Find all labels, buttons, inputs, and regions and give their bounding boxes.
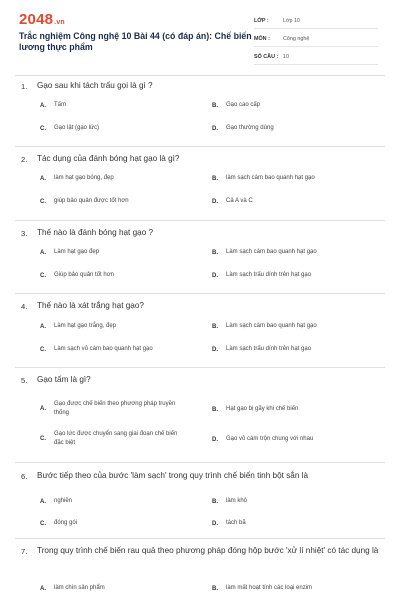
option-text: Gạo được chế biến theo phương pháp truyền thống	[54, 401, 176, 416]
header-divider	[15, 75, 385, 76]
option-a[interactable]	[40, 174, 200, 183]
option-letter: D.	[212, 272, 218, 279]
option-b[interactable]	[212, 584, 387, 593]
question-text: Thế nào là đánh bóng hạt gạo ?	[37, 228, 154, 237]
meta-table	[254, 14, 378, 68]
option-letter: D.	[212, 198, 218, 205]
option-a[interactable]	[40, 101, 200, 110]
option-text: nghiền	[54, 498, 73, 504]
option-c[interactable]	[40, 197, 200, 206]
option-b[interactable]	[212, 101, 387, 110]
meta-key: MÔN :	[254, 36, 270, 42]
option-letter: C.	[40, 125, 46, 132]
option-letter: D.	[212, 436, 218, 443]
option-text: tách bã	[226, 520, 246, 526]
question-text: Thế nào là xát trắng hạt gạo?	[37, 301, 144, 310]
option-text: Cả A và C	[226, 198, 253, 204]
option-letter: B.	[212, 175, 218, 182]
option-d[interactable]	[212, 519, 387, 528]
option-text: đóng gói	[54, 520, 78, 526]
meta-value: 10	[283, 54, 289, 60]
option-b[interactable]	[212, 322, 387, 331]
document-header	[0, 0, 400, 74]
option-text: Gạo vỏ cám trộn chung với nhau	[226, 436, 314, 442]
option-c[interactable]	[40, 519, 200, 528]
question-text: Trong quy trình chế biến rau quả theo phương pháp đóng hộp bước 'xử lí nhiệt' có tác dụng là	[37, 546, 379, 555]
option-a[interactable]	[40, 584, 200, 593]
option-text: Gạo lức được chuyển sang giai đoạn chế biến đặc biệt	[54, 431, 178, 446]
option-d[interactable]	[212, 345, 387, 354]
question-divider	[15, 293, 385, 294]
question-divider	[15, 538, 385, 539]
option-text: Giúp bảo quản tốt hơn	[54, 272, 114, 278]
option-letter: B.	[212, 249, 218, 256]
question-text: Gạo sau khi tách trấu gọi là gì ?	[37, 81, 153, 90]
question-text: Tác dụng của đánh bóng hạt gạo là gì?	[37, 154, 180, 163]
option-letter: C.	[40, 520, 46, 527]
option-text: Làm hạt gạo trắng, đẹp	[54, 323, 117, 329]
option-text: Làm sạch vỏ cám bao quanh hạt gạo	[54, 346, 153, 352]
option-text: Hạt gạo bị gãy khi chế biến	[226, 406, 299, 412]
option-letter: D.	[212, 125, 218, 132]
meta-value: Công nghệ	[283, 36, 310, 42]
option-d[interactable]	[212, 197, 387, 206]
option-d[interactable]	[212, 271, 387, 280]
option-text: Làm sạch cám bao quanh hạt gạo	[226, 323, 317, 329]
meta-row-subject	[254, 32, 378, 47]
option-letter: A.	[40, 102, 46, 109]
question-divider	[15, 462, 385, 463]
option-c[interactable]	[40, 345, 200, 354]
option-text: giúp bảo quản được tốt hơn	[54, 198, 129, 204]
option-text: Gạo lật (gạo lức)	[54, 125, 100, 131]
option-letter: B.	[212, 406, 218, 413]
option-c[interactable]	[40, 430, 205, 448]
option-text: Làm sạch trấu dính trên hạt gạo	[226, 272, 312, 278]
option-b[interactable]	[212, 248, 387, 257]
meta-value: Lớp 10	[283, 18, 301, 24]
question-text: Bước tiếp theo của bước 'làm sạch' trong quy trình chế biến tinh bột sắn là	[37, 471, 309, 480]
option-a[interactable]	[40, 497, 200, 506]
option-d[interactable]	[212, 124, 387, 133]
option-letter: C.	[40, 272, 46, 279]
option-letter: B.	[212, 323, 218, 330]
question-text: Gạo tấm là gì?	[37, 375, 91, 384]
question-number: 5.	[21, 376, 28, 385]
option-letter: A.	[40, 498, 46, 505]
option-a[interactable]	[40, 248, 200, 257]
option-text: làm hạt gạo bóng, đẹp	[54, 175, 114, 181]
meta-row-class	[254, 14, 378, 29]
meta-row-question-count	[254, 50, 378, 65]
question-number: 7.	[21, 547, 28, 556]
option-text: làm chín sản phẩm	[54, 585, 105, 591]
option-text: làm sạch cám bao quanh hạt gạo	[226, 175, 315, 181]
logo-text: 2048	[19, 11, 54, 28]
option-letter: D.	[212, 346, 218, 353]
option-text: Làm hạt gạo đẹp	[54, 249, 100, 255]
option-b[interactable]	[212, 174, 387, 183]
meta-key: SỐ CÂU :	[254, 54, 279, 60]
option-a[interactable]	[40, 322, 200, 331]
option-letter: C.	[40, 346, 46, 353]
site-logo[interactable]	[19, 11, 65, 28]
option-c[interactable]	[40, 271, 200, 280]
option-letter: A.	[40, 323, 46, 330]
document-title: Trắc nghiệm Công nghệ 10 Bài 44 (có đáp án): Chế biến lương thực phẩm	[19, 31, 252, 52]
option-b[interactable]	[212, 405, 387, 414]
option-letter: B.	[212, 102, 218, 109]
question-number: 3.	[21, 229, 28, 238]
option-d[interactable]	[212, 435, 387, 444]
option-text: làm mất hoạt tính các loại enzim	[226, 585, 313, 591]
option-text: Tấm	[54, 102, 66, 108]
option-text: Gạo cao cấp	[226, 102, 261, 108]
meta-key: LỚP :	[254, 18, 269, 24]
option-text: Làm sạch trấu dính trên hạt gạo	[226, 346, 312, 352]
question-divider	[15, 146, 385, 147]
question-number: 2.	[21, 155, 28, 164]
option-letter: B.	[212, 498, 218, 505]
question-divider	[15, 367, 385, 368]
option-c[interactable]	[40, 124, 200, 133]
option-letter: C.	[40, 198, 46, 205]
question-divider	[15, 220, 385, 221]
option-letter: C.	[40, 436, 46, 442]
option-text: Làm sạch cám bao quanh hạt gạo	[226, 249, 317, 255]
option-text: làm khô	[226, 498, 248, 504]
option-letter: A.	[40, 406, 46, 412]
option-letter: A.	[40, 249, 46, 256]
option-letter: B.	[212, 585, 218, 592]
option-letter: A.	[40, 585, 46, 592]
option-b[interactable]	[212, 497, 387, 506]
option-text: Gạo thường dùng	[226, 125, 274, 131]
option-a[interactable]	[40, 400, 205, 418]
question-number: 6.	[21, 472, 28, 481]
question-number: 1.	[21, 82, 28, 91]
option-letter: A.	[40, 175, 46, 182]
logo-domain: .vn	[54, 19, 65, 26]
option-letter: D.	[212, 520, 218, 527]
question-number: 4.	[21, 302, 28, 311]
